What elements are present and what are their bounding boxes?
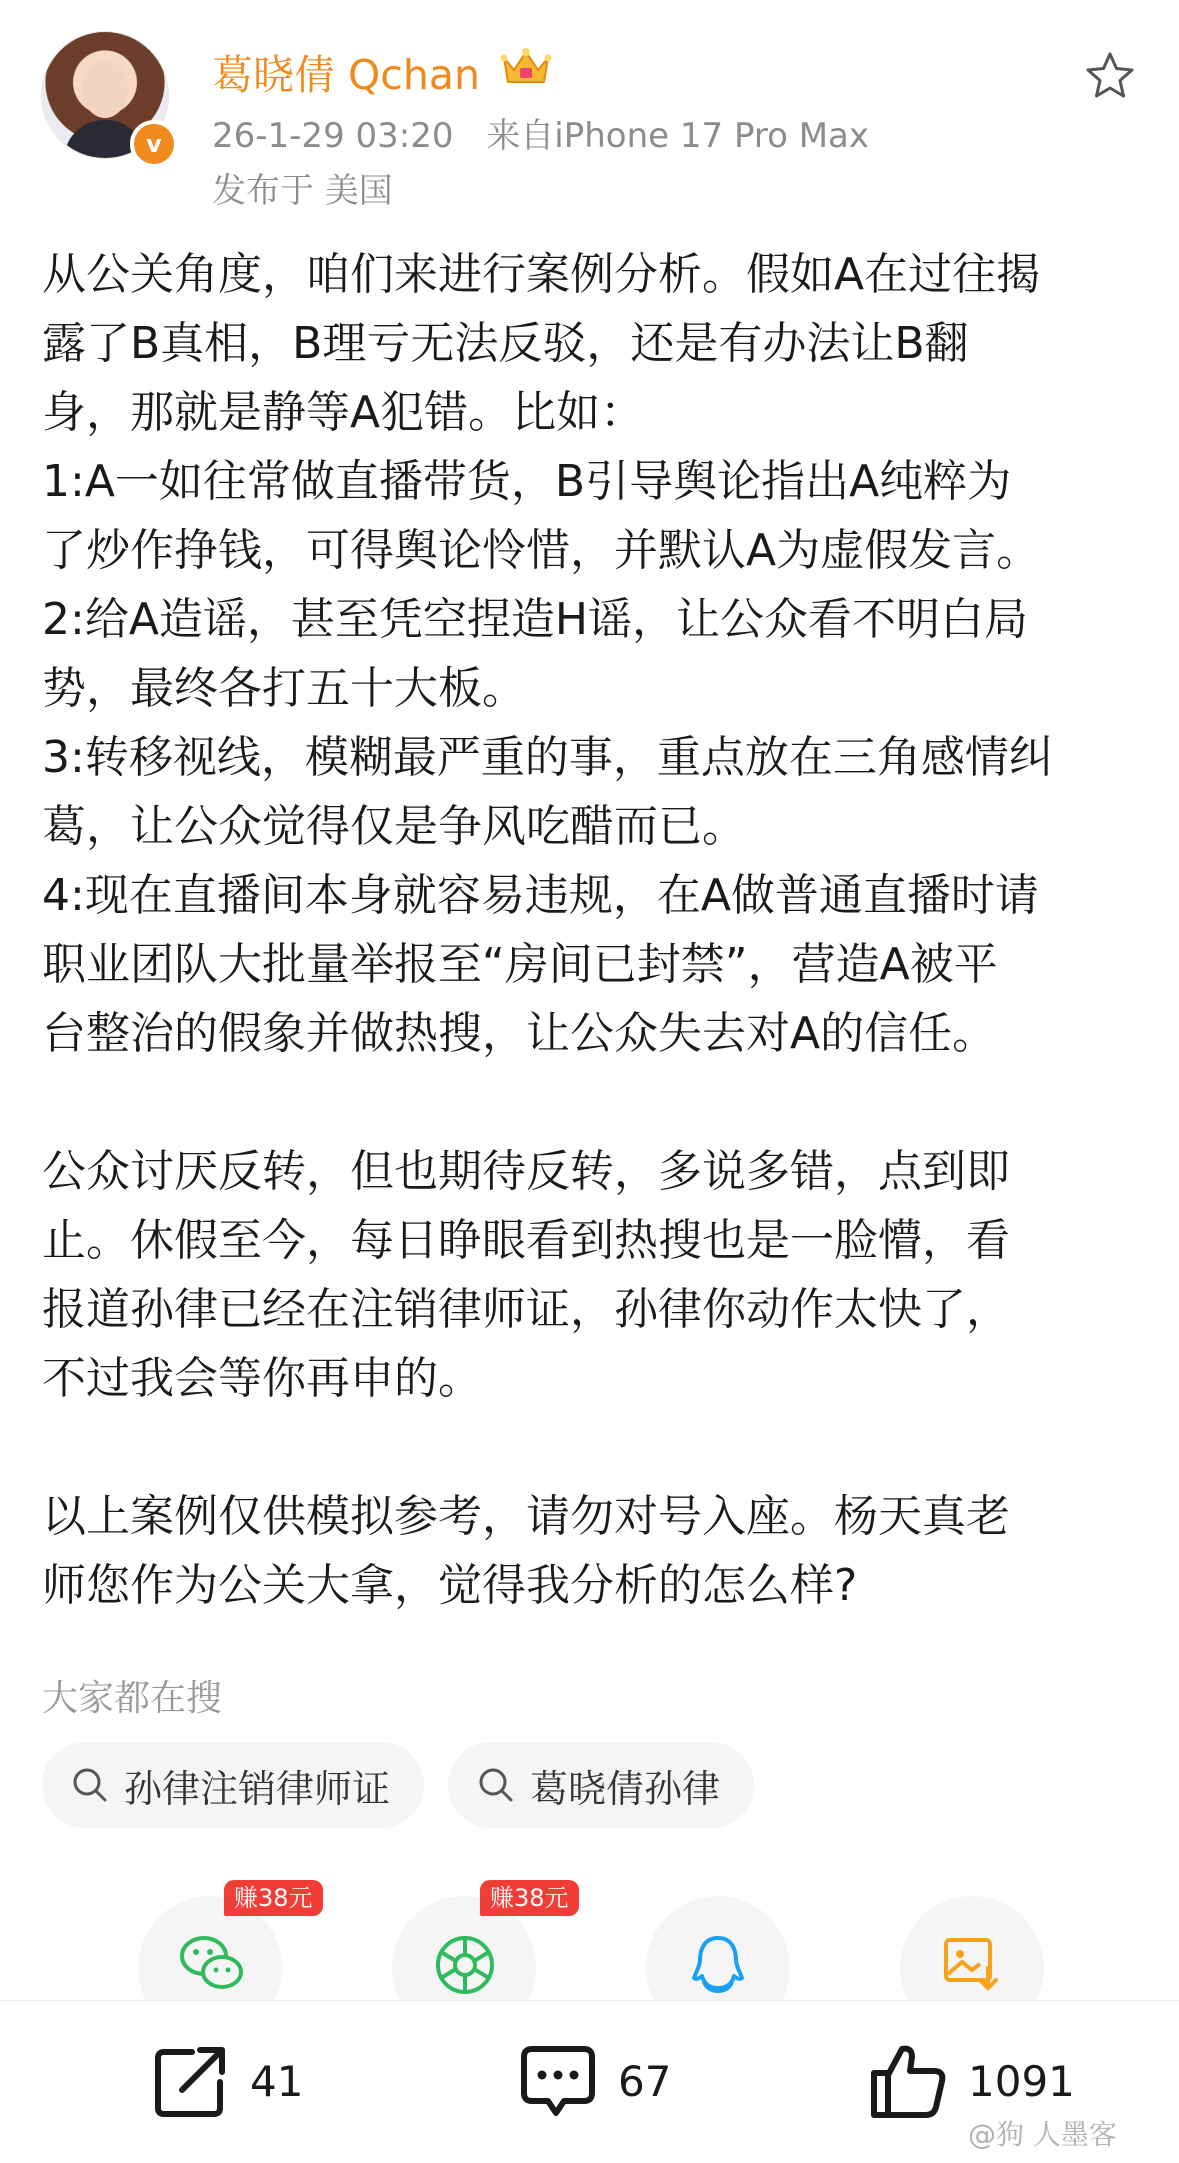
search-chip-label: 孙律注销律师证 bbox=[124, 1766, 391, 1811]
post-line: 师您作为公关大拿，觉得我分析的怎么样? bbox=[42, 1560, 858, 1611]
post-meta bbox=[212, 108, 869, 157]
save-image-icon bbox=[940, 1932, 1002, 1994]
post-line: 3:转移视线，模糊最严重的事，重点放在三角感情纠 bbox=[42, 732, 1053, 783]
post-line: 报道孙律已经在注销律师证，孙律你动作太快了， bbox=[42, 1284, 1010, 1335]
thumbs-up-icon bbox=[868, 2041, 948, 2121]
post-line: 公众讨厌反转，但也期待反转，多说多错，点到即 bbox=[42, 1146, 1010, 1197]
like-button[interactable] bbox=[868, 2041, 1075, 2121]
post-line: 止。休假至今，每日睁眼看到热搜也是一脸懵，看 bbox=[42, 1215, 1010, 1266]
author-name[interactable]: 葛晓倩 Qchan bbox=[212, 51, 480, 99]
paragraph-gap bbox=[42, 1413, 1142, 1482]
like-count: 1091 bbox=[968, 2056, 1075, 2106]
search-chip[interactable] bbox=[42, 1742, 424, 1828]
comment-count: 67 bbox=[618, 2056, 672, 2106]
post-line: 2:给A造谣，甚至凭空捏造H谣，让公众看不明白局 bbox=[42, 594, 1029, 645]
post-line: 不过我会等你再申的。 bbox=[42, 1353, 482, 1404]
repost-count: 41 bbox=[250, 2056, 304, 2106]
post-line: 势，最终各打五十大板。 bbox=[42, 663, 526, 714]
avatar-face bbox=[82, 60, 128, 118]
share-qq-button[interactable] bbox=[646, 1896, 790, 2000]
post-timestamp: 26-1-29 03:20 bbox=[212, 116, 454, 156]
post-line: 以上案例仅供模拟参考，请勿对号入座。杨天真老 bbox=[42, 1491, 1010, 1542]
earn-badge: 赚38元 bbox=[224, 1880, 323, 1916]
post-line: 4:现在直播间本身就容易违规，在A做普通直播时请 bbox=[42, 870, 1039, 921]
search-icon bbox=[476, 1765, 516, 1805]
post-line: 从公关角度，咱们来进行案例分析。假如A在过往揭 bbox=[42, 249, 1041, 300]
search-chip[interactable] bbox=[448, 1742, 754, 1828]
comment-icon bbox=[518, 2041, 598, 2121]
earn-badge: 赚38元 bbox=[480, 1880, 579, 1916]
verified-badge-icon: v bbox=[130, 120, 178, 168]
wechat-icon bbox=[178, 1932, 246, 1996]
post-source: 来自iPhone 17 Pro Max bbox=[486, 116, 869, 156]
qq-icon bbox=[686, 1932, 750, 2000]
repost-icon bbox=[152, 2042, 230, 2120]
search-icon bbox=[70, 1765, 110, 1805]
post-line: 了炒作挣钱，可得舆论怜惜，并默认A为虚假发言。 bbox=[42, 525, 1041, 576]
post-line: 职业团队大批量举报至“房间已封禁”，营造A被平 bbox=[42, 939, 998, 990]
post-line: 台整治的假象并做热搜，让公众失去对A的信任。 bbox=[42, 1008, 997, 1059]
post-line: 身，那就是静等A犯错。比如： bbox=[42, 387, 645, 438]
post-line: 葛，让公众觉得仅是争风吃醋而已。 bbox=[42, 801, 746, 852]
post-header bbox=[0, 0, 1179, 210]
comment-button[interactable] bbox=[518, 2041, 671, 2121]
share-row bbox=[0, 1880, 1179, 2000]
repost-button[interactable] bbox=[152, 2041, 303, 2121]
vip-crown-icon bbox=[498, 44, 554, 88]
paragraph-gap bbox=[42, 1068, 1142, 1137]
post-line: 1:A一如往常做直播带货，B引导舆论指出A纯粹为 bbox=[42, 456, 1012, 507]
post-body bbox=[42, 240, 1142, 1620]
post-location: 发布于 美国 bbox=[212, 171, 393, 211]
trending-search-title: 大家都在搜 bbox=[42, 1678, 223, 1719]
post-line: 露了B真相，B理亏无法反驳，还是有办法让B翻 bbox=[42, 318, 969, 369]
watermark: @狗 人墨客 bbox=[968, 2118, 1117, 2151]
moments-icon bbox=[432, 1932, 498, 1998]
favorite-star-icon[interactable] bbox=[1084, 50, 1136, 102]
save-image-button[interactable] bbox=[900, 1896, 1044, 2000]
action-bar bbox=[0, 2000, 1179, 2163]
search-chip-label: 葛晓倩孙律 bbox=[530, 1766, 721, 1811]
